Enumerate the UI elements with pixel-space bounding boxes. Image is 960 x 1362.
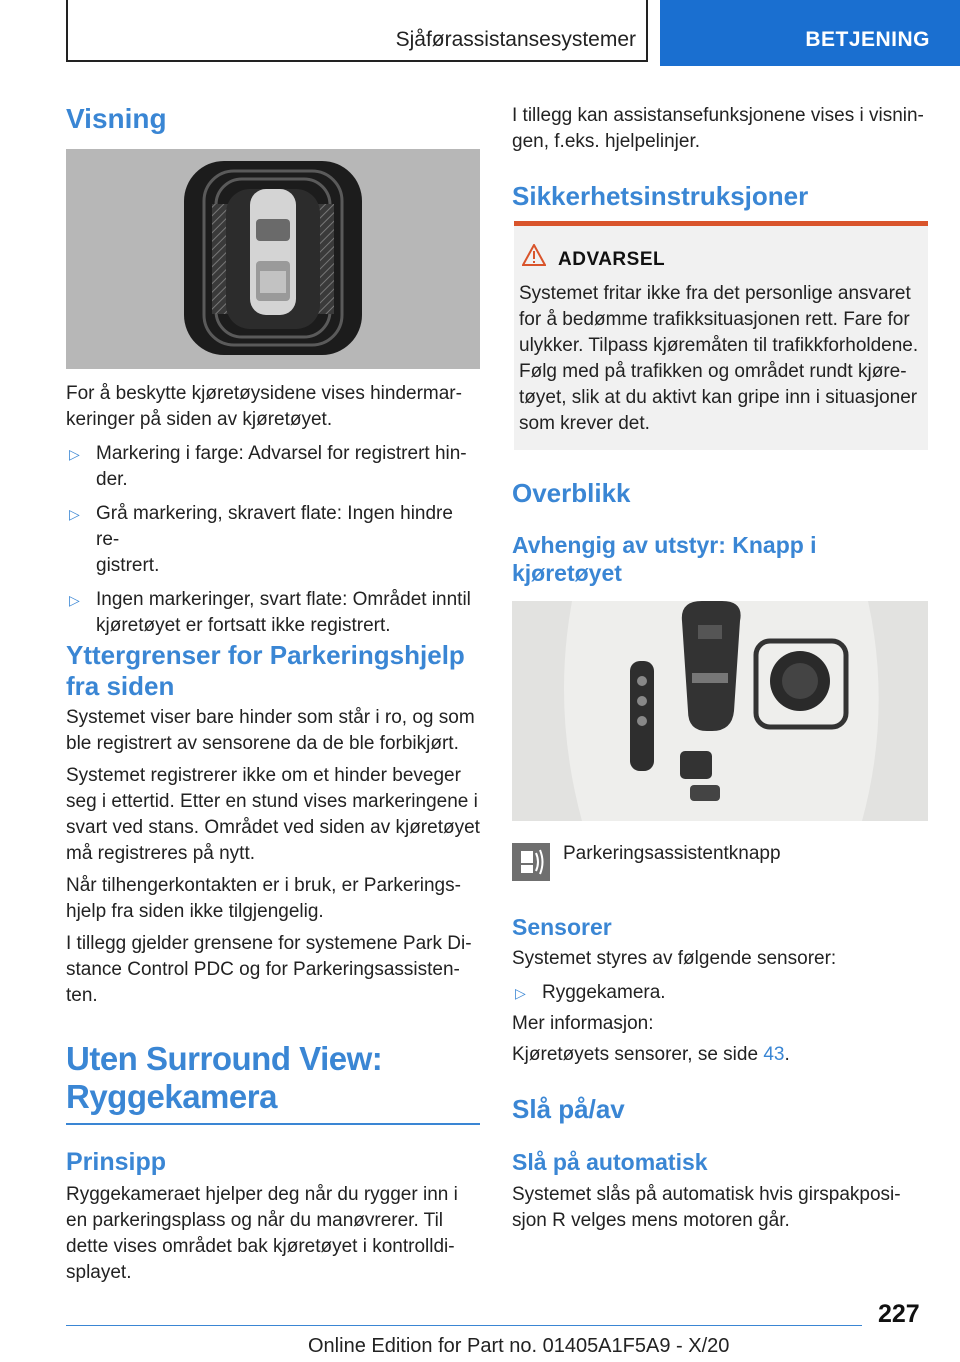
uten-heading-line: Uten Surround View: (66, 1040, 383, 1077)
ytter-paragraph-4 (66, 931, 480, 1009)
header-tab-label: BETJENING (805, 28, 930, 51)
text-line: ulykker. Tilpass kjøremåten til trafikkforholdene. (519, 335, 919, 356)
text-line: som krever det. (519, 413, 650, 434)
uten-heading-line: Ryggekamera (66, 1078, 277, 1115)
sla-heading: Slå på/av (512, 1094, 625, 1124)
ytter-body (66, 705, 480, 1009)
sensors-reference (512, 1042, 790, 1068)
center-console-image (512, 601, 928, 821)
ytter-paragraph-3 (66, 873, 480, 925)
text-line: Når tilhengerkontakten er i bruk, er Parkerings- (66, 875, 461, 896)
parking-assist-button-icon (512, 843, 550, 881)
text-line: må registreres på nytt. (66, 843, 256, 864)
bullet-line: Grå markering, skravert flate: Ingen hindre re- (96, 503, 453, 550)
bullet-item (66, 441, 480, 493)
sensorer-heading: Sensorer (512, 914, 612, 940)
overblikk-heading: Overblikk (512, 478, 631, 508)
ytter-paragraph-1 (66, 705, 480, 757)
text-line: ble registrert av sensorene da de ble forbikjørt. (66, 733, 459, 754)
page-number: 227 (878, 1300, 920, 1328)
right-intro (512, 103, 928, 155)
bullet-item (66, 587, 480, 639)
ytter-heading-line: fra siden (66, 671, 175, 701)
text-line: svart ved stans. Området ved siden av kjøretøyet (66, 817, 480, 838)
visning-heading: Visning (66, 103, 167, 134)
text-line: Systemet registrerer ikke om et hinder beveger (66, 765, 461, 786)
warning-triangle-icon (522, 244, 546, 271)
visning-line-2: keringer på siden av kjøretøyet. (66, 409, 333, 430)
mer-info-text: Mer informasjon: (512, 1013, 654, 1034)
text-line: hjelp fra siden ikke tilgjengelig. (66, 901, 324, 922)
text-line: tøyet, slik at du aktivt kan gripe inn i situasjoner (519, 387, 918, 408)
parking-view-image (66, 149, 480, 369)
prinsipp-heading: Prinsipp (66, 1148, 167, 1176)
text-line: sjon R velges mens motoren går. (512, 1210, 790, 1231)
uten-heading-rule (66, 1123, 480, 1125)
warning-title: ADVARSEL (558, 249, 666, 270)
bullet-line: gistrert. (96, 555, 160, 576)
bullet-line: Ingen markeringer, svart flate: Området inntil (96, 589, 471, 610)
avhengig-heading-line: kjøretøyet (512, 560, 622, 586)
button-label: Parkeringsassistentknapp (563, 843, 781, 864)
sensorer-text: Systemet styres av følgende sensorer: (512, 948, 837, 969)
text-line: en parkeringsplass og når du manøvrerer. Til (66, 1210, 444, 1231)
sla-auto-text (512, 1182, 928, 1234)
ytter-heading-line: Yttergrenser for Parkeringshjelp (66, 640, 465, 670)
parking-view-illustration (66, 149, 480, 369)
text-line: I tillegg kan assistansefunksjonene vises i visnin- (512, 105, 924, 126)
warning-text (519, 281, 925, 437)
text-line: Ryggekameraet hjelper deg når du rygger inn i (66, 1184, 458, 1205)
bullet-line: kjøretøyet er fortsatt ikke registrert. (96, 615, 391, 636)
visning-bullets (66, 441, 480, 639)
header-tab (660, 0, 960, 66)
text-line: dette vises området bak kjøretøyet i kontrolldi- (66, 1236, 455, 1257)
visning-text (66, 381, 480, 433)
text-line: Systemet fritar ikke fra det personlige ansvaret (519, 283, 911, 304)
sensors-reference-end: . (784, 1044, 790, 1065)
text-line: ten. (66, 985, 98, 1006)
header-section-title: Sjåførassistansesystemer (395, 28, 636, 51)
sensorer-bullet (512, 980, 922, 1006)
sikker-heading: Sikkerhetsinstruksjoner (512, 181, 809, 211)
avhengig-heading (512, 531, 817, 587)
avhengig-heading-line: Avhengig av utstyr: Knapp i (512, 532, 817, 558)
visning-line-1: For å beskytte kjøretøysidene vises hindermar- (66, 383, 462, 404)
text-line: seg i ettertid. Etter en stund vises markeringene i (66, 791, 478, 812)
text-line: stance Control PDC og for Parkeringsassisten- (66, 959, 460, 980)
bullet-triangle-icon: ▷ (69, 592, 80, 608)
bullet-item (66, 501, 480, 579)
bullet-line: der. (96, 469, 128, 490)
bullet-line: Markering i farge: Advarsel for registrert hin- (96, 443, 467, 464)
prinsipp-text (66, 1182, 480, 1286)
text-line: I tillegg gjelder grensene for systemene Park Di- (66, 933, 472, 954)
bullet-triangle-icon: ▷ (515, 985, 526, 1001)
bullet-line: Ryggekamera. (542, 982, 666, 1003)
text-line: Følg med på trafikken og området rundt kjøre- (519, 361, 907, 382)
uten-heading (66, 1040, 382, 1116)
bullet-triangle-icon: ▷ (69, 506, 80, 522)
text-line: splayet. (66, 1262, 132, 1283)
footer-rule (66, 1325, 862, 1326)
text-line: Systemet viser bare hinder som står i ro, og som (66, 707, 475, 728)
sla-auto-heading: Slå på automatisk (512, 1149, 708, 1175)
center-console-illustration (512, 601, 928, 821)
text-line: for å bedømme trafikksituasjonen rett. Fare for (519, 309, 910, 330)
page-43-link[interactable]: 43 (763, 1044, 785, 1065)
ytter-heading (66, 640, 465, 702)
footer-edition: Online Edition for Part no. 01405A1F5A9 - X/20 (308, 1335, 730, 1357)
text-line: gen, f.eks. hjelpelinjer. (512, 131, 701, 152)
bullet-triangle-icon: ▷ (69, 446, 80, 462)
ytter-paragraph-2 (66, 763, 480, 867)
sensors-reference-text: Kjøretøyets sensorer, se side (512, 1044, 764, 1065)
text-line: Systemet slås på automatisk hvis girspakposi- (512, 1184, 901, 1205)
